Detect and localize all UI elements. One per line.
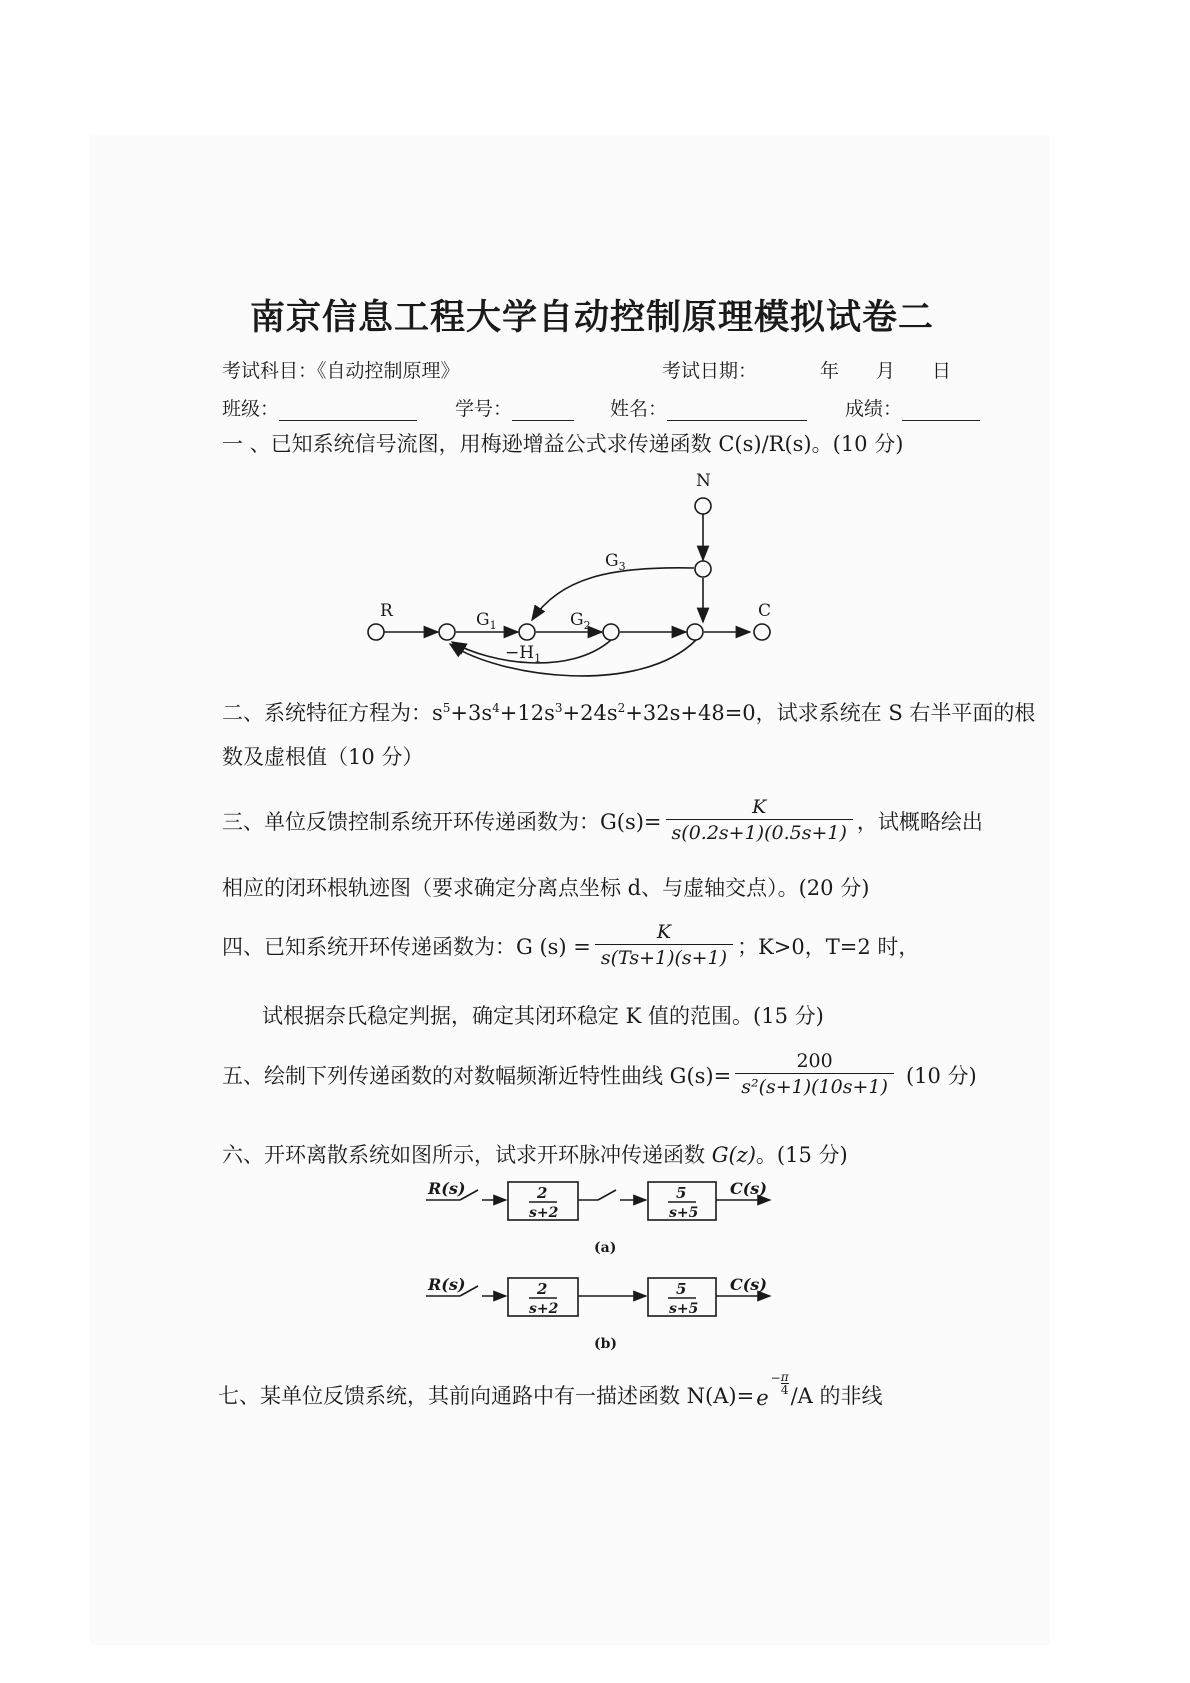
label-g3: $G_3$: [605, 551, 626, 573]
label-c: C: [758, 601, 772, 621]
input-label-a: R(s): [428, 1179, 466, 1198]
block-2-num-a: 5: [676, 1184, 687, 1202]
q4-suffix: ；K>0，T=2 时，: [737, 934, 920, 959]
signal-flow-graph: [360, 468, 790, 678]
q2-prefix: 二、系统特征方程为：s: [222, 701, 443, 725]
branch-feedback: [450, 640, 696, 676]
block-1-num-a: 2: [537, 1184, 548, 1202]
student-id-blank[interactable]: [512, 400, 574, 421]
class-field: [222, 394, 417, 421]
q2-term-text: +32s+48=0，试求系统在 S 右半平面的根: [625, 701, 1036, 725]
block-1-num-b: 2: [537, 1280, 548, 1298]
class-blank[interactable]: [279, 400, 417, 421]
node-r: [368, 624, 384, 640]
name-label: 姓名：: [610, 398, 668, 420]
node-n: [695, 498, 711, 514]
q2-term-exponent: 5: [442, 701, 451, 715]
label-r: R: [380, 601, 393, 621]
q6-prefix: 六、开环离散系统如图所示，试求开环脉冲传递函数: [222, 1143, 712, 1167]
label-g1: $G_1$: [476, 610, 497, 632]
exam-date-label: 考试日期：: [662, 360, 758, 382]
block-2-den-b: s+5: [669, 1301, 699, 1317]
branch-g3: [532, 568, 694, 620]
name-blank[interactable]: [667, 400, 807, 421]
q3-suffix: ，试概略绘出: [856, 809, 983, 834]
block-2-den-a: s+5: [669, 1205, 699, 1221]
q3-prefix: 三、单位反馈控制系统开环传递函数为：G(s)=: [222, 809, 662, 834]
question-5-line: [222, 1049, 977, 1100]
q7-suffix: /A 的非线: [790, 1384, 883, 1408]
block-2-num-b: 5: [676, 1280, 687, 1298]
question-3-line-2: 相应的闭环根轨迹图（要求确定分离点坐标 d、与虚轴交点）。(20 分): [222, 876, 870, 900]
block-1-den-b: s+2: [529, 1301, 559, 1317]
sampler-2-a: [598, 1190, 616, 1200]
exam-date-day: 日: [932, 360, 952, 382]
q4-fraction: [595, 920, 733, 971]
class-label: 班级：: [222, 398, 280, 420]
score-field: [845, 394, 980, 421]
node-2: [519, 624, 535, 640]
q3-denominator: s(0.2s+1)(0.5s+1): [671, 822, 847, 844]
exam-title: 南京信息工程大学自动控制原理模拟试卷二: [250, 298, 935, 338]
q3-fraction: [666, 795, 853, 846]
q7-prefix: 七、某单位反馈系统，其前向通路中有一描述函数 N(A)=: [218, 1384, 755, 1408]
output-label-b: C(s): [730, 1275, 767, 1294]
q4-prefix: 四、已知系统开环传递函数为：G (s) =: [222, 934, 591, 959]
q2-term-exponent: 3: [554, 701, 563, 715]
q7-exp-den: 4: [780, 1383, 789, 1397]
question-2-line-1: [222, 697, 1035, 727]
q5-numerator: 200: [796, 1050, 833, 1072]
q7-exp-num: π: [780, 1370, 789, 1384]
exam-subject: 考试科目：《自动控制原理》: [222, 360, 460, 382]
student-id-field: [455, 394, 574, 421]
q2-polynomial: [443, 701, 1036, 725]
label-g2: $G_2$: [570, 610, 591, 632]
question-1-text: 一 、已知系统信号流图，用梅逊增益公式求传递函数 C(s)/R(s)。(10 分): [222, 432, 904, 456]
node-3: [603, 624, 619, 640]
q2-term-text: +12s: [499, 701, 555, 725]
q2-term-text: +3s: [450, 701, 493, 725]
question-3-line-1: [222, 795, 983, 846]
exam-date-year: 年: [820, 360, 840, 382]
node-5: [695, 561, 711, 577]
node-1: [439, 624, 455, 640]
label-n: N: [696, 471, 711, 491]
label-h1: $-H_1$: [505, 643, 542, 665]
q2-term-text: +24s: [562, 701, 618, 725]
exam-date-month: 月: [876, 360, 896, 382]
q2-term-exponent: 2: [617, 701, 626, 715]
question-6-text: [222, 1139, 848, 1169]
score-label: 成绩：: [845, 398, 903, 420]
node-c: [754, 624, 770, 640]
q5-fraction: [735, 1049, 894, 1100]
name-field: [610, 394, 807, 421]
caption-a: (a): [594, 1240, 617, 1256]
student-id-label: 学号：: [455, 398, 513, 420]
q5-prefix: 五、绘制下列传递函数的对数幅频渐近特性曲线 G(s)=: [222, 1063, 732, 1088]
question-2-line-2: 数及虚根值（10 分）: [222, 745, 424, 769]
question-4-line-1: [222, 920, 919, 971]
q3-numerator: K: [752, 796, 767, 818]
q7-e: e: [756, 1386, 769, 1410]
q4-denominator: s(Ts+1)(s+1): [600, 947, 728, 969]
block-1-den-a: s+2: [529, 1205, 559, 1221]
block-diagram-a: [420, 1178, 790, 1263]
q6-gz: G(z): [711, 1143, 756, 1167]
question-4-line-2: 试根据奈氏稳定判据，确定其闭环稳定 K 值的范围。(15 分): [262, 1004, 824, 1028]
q5-denominator: s²(s+1)(10s+1): [741, 1076, 888, 1098]
q4-numerator: K: [656, 921, 672, 943]
node-4: [687, 624, 703, 640]
q2-term-exponent: 4: [492, 701, 500, 715]
score-blank[interactable]: [902, 400, 980, 421]
output-label-a: C(s): [730, 1179, 767, 1198]
q7-exponent: − π 4: [770, 1370, 789, 1397]
input-label-b: R(s): [428, 1275, 466, 1294]
q6-suffix: 。(15 分): [755, 1143, 848, 1167]
q5-suffix: (10 分): [905, 1063, 977, 1088]
block-diagram-b: [420, 1274, 790, 1359]
question-7-line: [218, 1370, 883, 1410]
caption-b: (b): [594, 1336, 618, 1352]
